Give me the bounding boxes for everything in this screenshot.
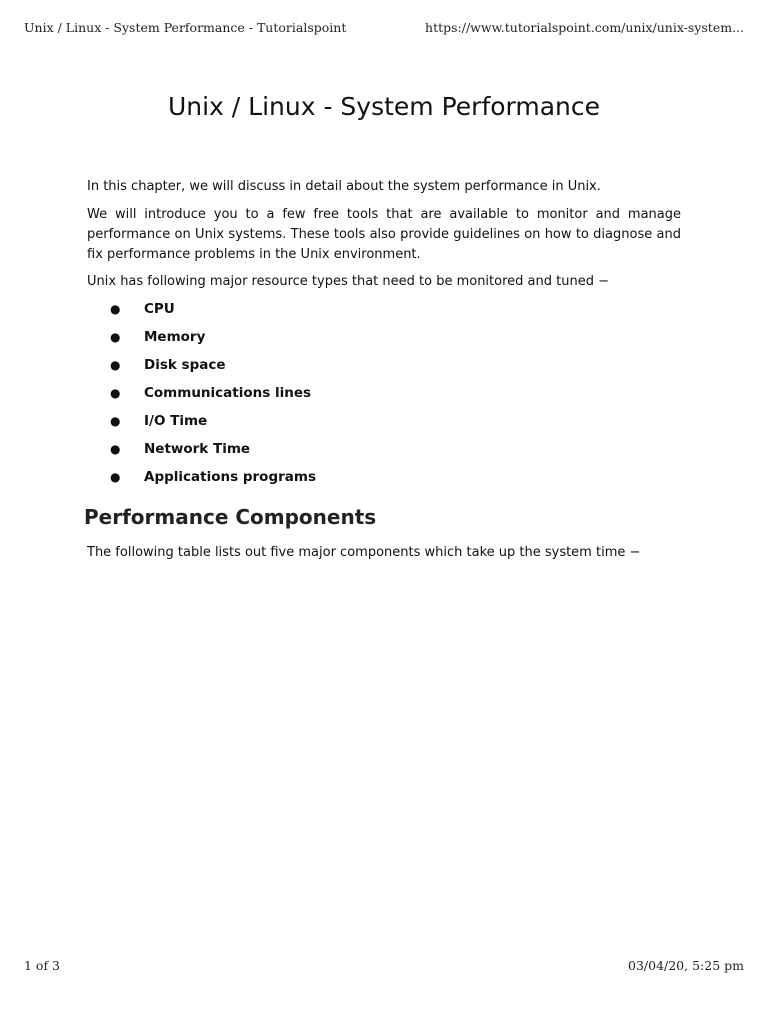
page-title: Unix / Linux - System Performance bbox=[167, 92, 601, 121]
tools-paragraph: We will introduce you to a few free tools that are available to monitor and manage performance on Unix systems. These tools also provide guidelines on how to diagnose and fix performance problems in the Unix environment. bbox=[87, 207, 681, 262]
bullet-icon: ● bbox=[110, 386, 121, 400]
resource-item-label: I/O Time bbox=[144, 413, 208, 429]
bullet-icon: ● bbox=[110, 302, 121, 316]
resources-intro: Unix has following major resource types that need to be monitored and tuned − bbox=[87, 274, 609, 289]
bullet-icon: ● bbox=[110, 470, 121, 484]
print-timestamp: 03/04/20, 5:25 pm bbox=[628, 958, 744, 973]
page-count: 1 of 3 bbox=[24, 958, 61, 973]
bullet-icon: ● bbox=[110, 442, 121, 456]
print-footer bbox=[24, 958, 744, 973]
intro-paragraph: In this chapter, we will discuss in detail about the system performance in Unix. bbox=[87, 179, 601, 194]
bullet-icon: ● bbox=[110, 330, 121, 344]
resource-item-label: Network Time bbox=[144, 441, 251, 457]
print-header bbox=[24, 20, 744, 35]
print-header-url: https://www.tutorialspoint.com/unix/unix-system... bbox=[425, 20, 744, 35]
resource-item-label: Disk space bbox=[144, 357, 226, 373]
resource-item-label: Memory bbox=[144, 329, 206, 345]
print-header-title: Unix / Linux - System Performance - Tutorialspoint bbox=[24, 20, 347, 35]
resource-item-label: Communications lines bbox=[144, 385, 312, 401]
section-heading: Performance Components bbox=[84, 505, 377, 529]
bullet-icon: ● bbox=[110, 414, 121, 428]
bullet-icon: ● bbox=[110, 358, 121, 372]
resource-item-label: Applications programs bbox=[144, 469, 316, 485]
section-paragraph: The following table lists out five major components which take up the system time − bbox=[87, 545, 641, 560]
resource-item-label: CPU bbox=[144, 301, 175, 317]
